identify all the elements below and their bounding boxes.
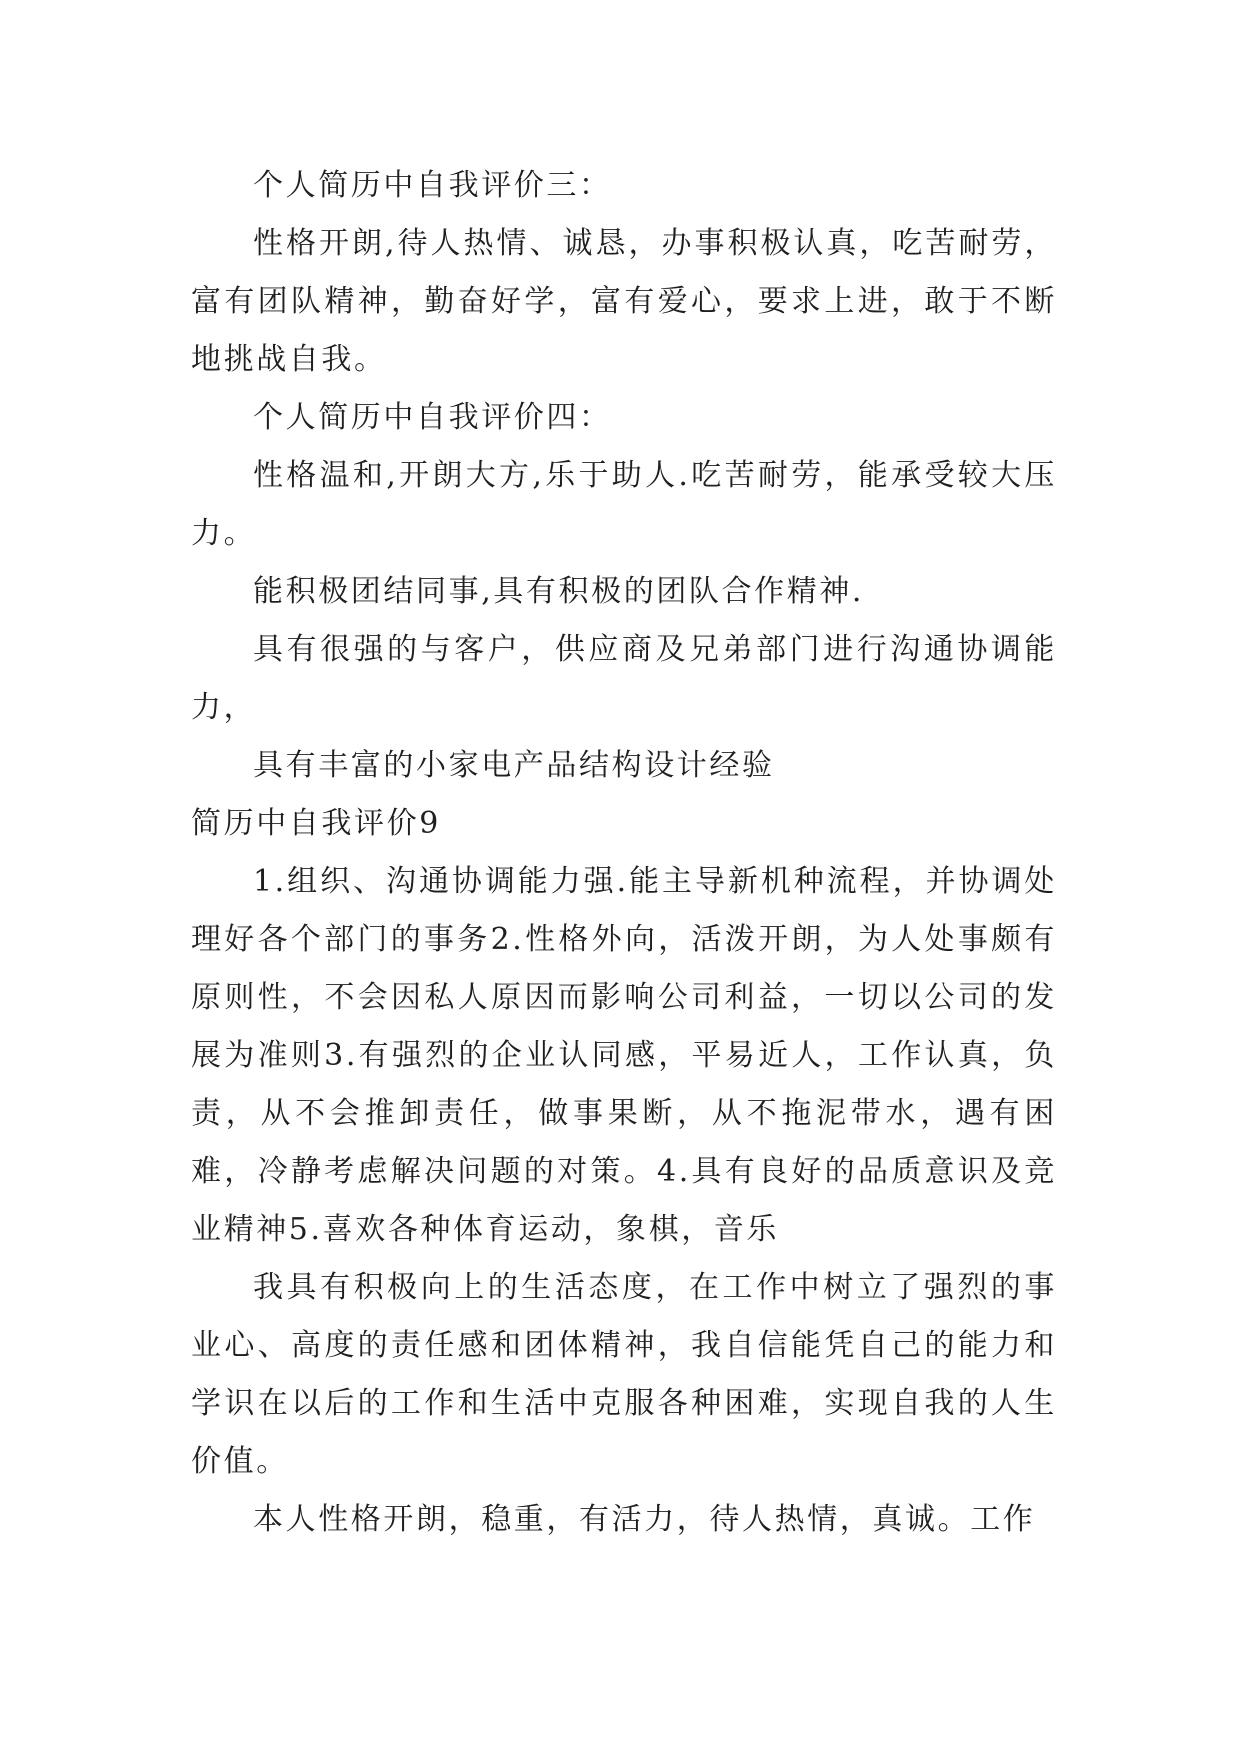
document-body	[191, 157, 1057, 1549]
paragraph: 具有很强的与客户，供应商及兄弟部门进行沟通协调能力，	[191, 632, 1057, 725]
paragraph: 1.组织、沟通协调能力强.能主导新机种流程，并协调处理好各个部门的事务2.性格外向，活泼开朗，为人处事颇有原则性，不会因私人原因而影响公司利益，一切以公司的发展为准则3.有强烈的企业认同感，平易近人，工作认真，负责，从不会推卸责任，做事果断，从不拖泥带水，遇有困难，冷静考虑解决问题的对策。4.具有良好的品质意识及竞业精神5.喜欢各种体育运动，象棋，音乐	[191, 864, 1057, 1247]
section-heading-4: 个人简历中自我评价四：	[253, 400, 612, 435]
section-heading-3: 个人简历中自我评价三：	[253, 168, 612, 203]
paragraph: 性格温和,开朗大方,乐于助人.吃苦耐劳，能承受较大压力。	[191, 458, 1057, 551]
paragraph: 本人性格开朗，稳重，有活力，待人热情，真诚。工作	[253, 1502, 1036, 1537]
section-heading-9: 简历中自我评价9	[191, 806, 441, 841]
paragraph: 我具有积极向上的生活态度，在工作中树立了强烈的事业心、高度的责任感和团体精神，我自信能凭自己的能力和学识在以后的工作和生活中克服各种困难，实现自我的人生价值。	[191, 1270, 1057, 1479]
paragraph: 能积极团结同事,具有积极的团队合作精神.	[253, 574, 865, 609]
paragraph: 具有丰富的小家电产品结构设计经验	[253, 748, 775, 783]
paragraph: 性格开朗,待人热情、诚恳，办事积极认真，吃苦耐劳，富有团队精神，勤奋好学，富有爱心，要求上进，敢于不断地挑战自我。	[191, 226, 1057, 377]
